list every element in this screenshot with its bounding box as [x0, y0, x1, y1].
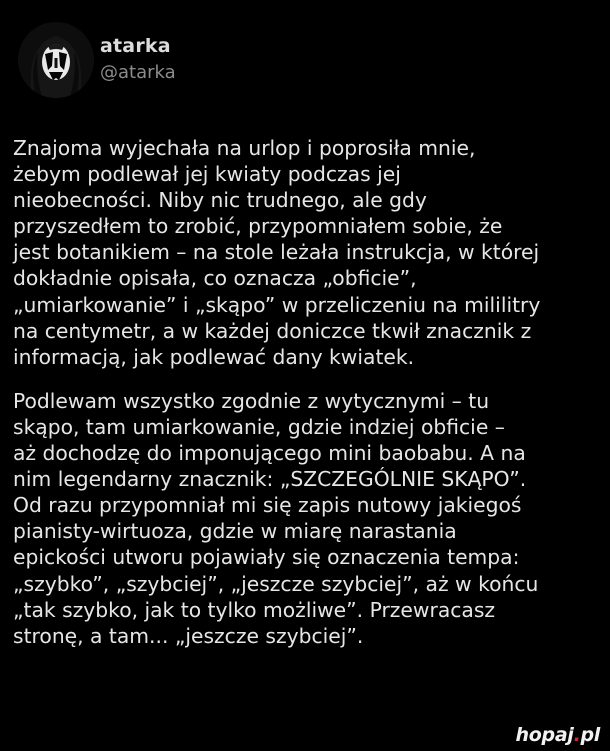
footer-bar [0, 719, 610, 751]
black-metal-corpse-paint-avatar-icon [18, 22, 94, 98]
user-handle[interactable]: @atarka [100, 62, 176, 83]
tweet-paragraph: Podlewam wszystko zgodnie z wytycznymi – tu skąpo, tam umiarkowanie, gdzie indziej obficie – aż dochodzę do imponującego mini baobabu. A na nim legendarny znacznik: „SZCZEGÓLNIE SKĄPO”. Od razu przypomniał mi się zapis nutowy jakiegoś pianisty-wirtuoza, gdzie w miarę narastania epickości utworu pojawiały się oznaczenia tempa: „szybko”, „szybciej”, „jeszcze szybciej”, aż w końcu „tak szybko, jak to tylko możliwe”. Przewracasz stronę, a tam... „jeszcze szybciej”. [13, 388, 539, 648]
display-name[interactable]: atarka [100, 35, 171, 57]
tweet-paragraph: Znajoma wyjechała na urlop i poprosiła mnie, żebym podlewał jej kwiaty podczas jej nieobecności. Niby nic trudnego, ale gdy przyszedłem to zrobić, przypomniałem sobie, że jest botanikiem – na stole leżała instrukcja, w której dokładnie opisała, co oznacza „obficie”, „umiarkowanie” i „skąpo” w przeliczeniu na mililitry na centymetr, a w każdej doniczce tkwił znacznik z informacją, jak podlewać dany kwiatek. [13, 136, 541, 369]
watermark-logo [516, 724, 600, 746]
watermark-brand: hopaj [515, 724, 574, 746]
watermark-dot: . [573, 724, 581, 746]
avatar[interactable] [18, 22, 94, 98]
tweet-header [18, 22, 578, 102]
user-names [100, 34, 176, 86]
watermark-tld: pl [580, 724, 600, 746]
tweet-body [13, 135, 603, 649]
